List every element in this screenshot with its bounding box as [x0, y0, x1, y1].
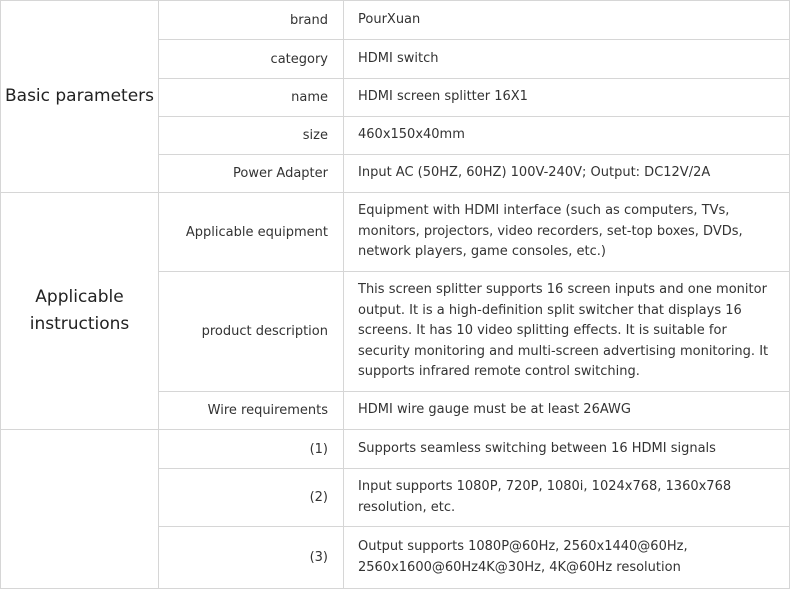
row-value: Output supports 1080P@60Hz, 2560x1440@60Hz, 2560x1600@60Hz4K@30Hz, 4K@60Hz resolution — [358, 539, 688, 575]
row-wire-requirements-value-cell — [343, 391, 790, 430]
row-value: This screen splitter supports 16 screen inputs and one monitor output. It is a high-definition split switcher that displays 16 screens. It has 10 video splitting effects. It is suitable for security monitoring and multi-screen advertising monitoring. It supports infrared remote control switching. — [358, 282, 769, 380]
row-feature-1-label-cell — [158, 429, 344, 469]
row-product-description-value-cell — [343, 271, 790, 392]
row-size-label-cell — [158, 116, 344, 155]
row-feature-1-value-cell — [343, 429, 790, 469]
row-product-description-label-cell — [158, 271, 344, 392]
row-name-label-cell — [158, 78, 344, 117]
row-value: Input supports 1080P, 720P, 1080i, 1024x768, 1360x768 resolution, etc. — [358, 479, 732, 515]
row-label: Applicable equipment — [185, 224, 328, 240]
row-label: Power Adapter — [232, 166, 328, 181]
section-label: Basic parameters — [4, 86, 154, 106]
row-applicable-equipment-value-cell — [343, 192, 790, 272]
row-value: HDMI switch — [358, 50, 439, 66]
row-label: size — [302, 128, 328, 143]
section-applicable-instructions — [0, 192, 159, 430]
row-value: Supports seamless switching between 16 HDMI signals — [358, 440, 716, 456]
row-category-value-cell — [343, 39, 790, 79]
row-label: name — [291, 90, 328, 105]
section-features — [0, 429, 159, 589]
row-label: (2) — [309, 490, 328, 505]
row-label: (3) — [309, 550, 328, 565]
row-power-adapter-label-cell — [158, 154, 344, 193]
row-brand-label-cell — [158, 0, 344, 40]
row-name-value-cell — [343, 78, 790, 117]
section-basic-parameters — [0, 0, 159, 193]
row-value: 460x150x40mm — [358, 127, 465, 143]
row-category-label-cell — [158, 39, 344, 79]
row-applicable-equipment-label-cell — [158, 192, 344, 272]
section-label: Applicable instructions — [29, 287, 130, 334]
row-label: product description — [201, 324, 328, 339]
row-value: PourXuan — [358, 11, 421, 27]
row-power-adapter-value-cell — [343, 154, 790, 193]
row-size-value-cell — [343, 116, 790, 155]
row-wire-requirements-label-cell — [158, 391, 344, 430]
row-feature-2-value-cell — [343, 468, 790, 527]
row-feature-2-label-cell — [158, 468, 344, 527]
row-brand-value-cell — [343, 0, 790, 40]
row-label: brand — [289, 12, 328, 28]
row-label: (1) — [309, 441, 328, 457]
row-label: category — [270, 51, 328, 67]
row-value: Equipment with HDMI interface (such as computers, TVs, monitors, projectors, video recorders, set-top boxes, DVDs, network players, game consoles, etc.) — [358, 203, 743, 260]
row-value: HDMI screen splitter 16X1 — [358, 89, 528, 105]
row-value: Input AC (50HZ, 60HZ) 100V-240V; Output: DC12V/2A — [358, 165, 711, 181]
row-value: HDMI wire gauge must be at least 26AWG — [358, 402, 631, 418]
row-label: Wire requirements — [207, 403, 328, 418]
